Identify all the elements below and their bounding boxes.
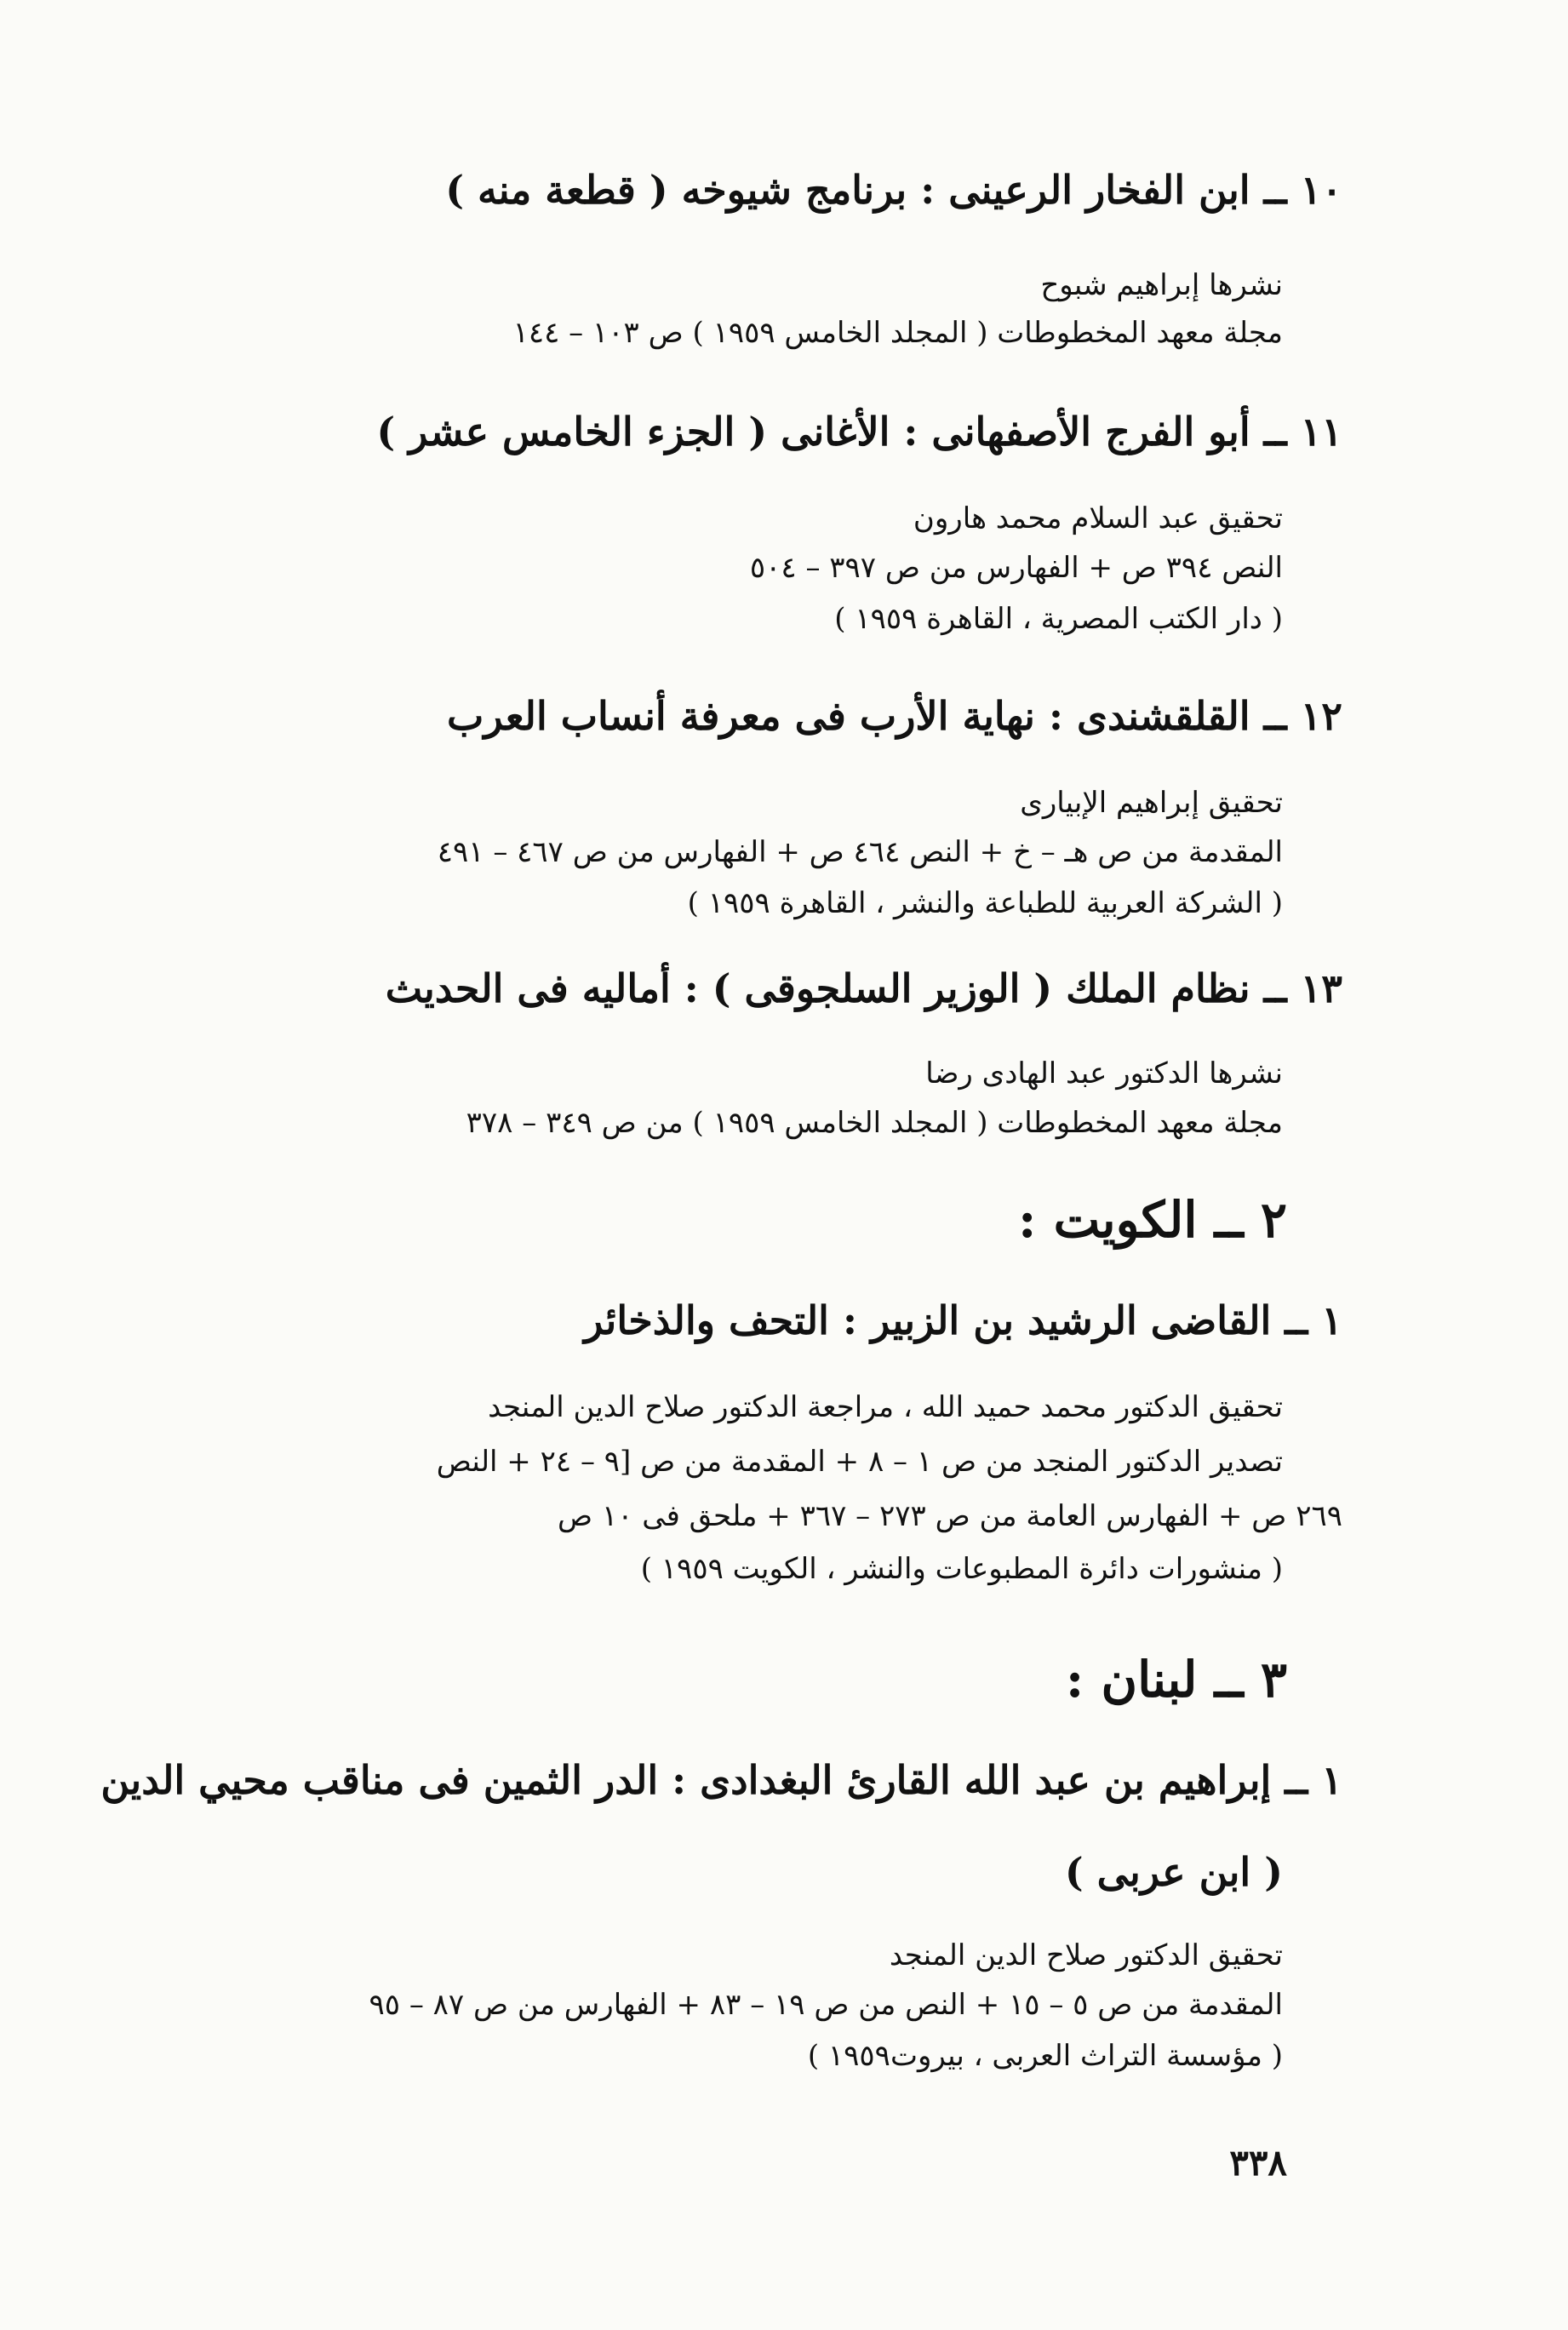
entry-line: ( الشركة العربية للطباعة والنشر ، القاهرة ١٩٥٩ ) bbox=[687, 886, 1283, 920]
page-number: ٣٣٨ bbox=[1229, 2142, 1287, 2184]
entry-line: ( دار الكتب المصرية ، القاهرة ١٩٥٩ ) bbox=[834, 602, 1283, 636]
entry-line: تحقيق إبراهيم الإبيارى bbox=[1020, 786, 1283, 820]
entry-title: ١٣ ــ نظام الملك ( الوزير السلجوقى ) : أماليه فى الحديث bbox=[385, 965, 1342, 1011]
entry-line: المقدمة من ص ٥ – ١٥ + النص من ص ١٩ – ٨٣ + الفهارس من ص ٨٧ – ٩٥ bbox=[369, 1988, 1283, 2022]
entry-title: ١ ــ القاضى الرشيد بن الزبير : التحف والذخائر bbox=[584, 1297, 1342, 1343]
entry-line: نشرها إبراهيم شبوح bbox=[1040, 268, 1283, 302]
entry-title: ١٠ ــ ابن الفخار الرعينى : برنامج شيوخه ( قطعة منه ) bbox=[445, 167, 1342, 213]
entry-line: ( مؤسسة التراث العربى ، بيروت١٩٥٩ ) bbox=[807, 2039, 1283, 2073]
entry-line: تحقيق الدكتور محمد حميد الله ، مراجعة الدكتور صلاح الدين المنجد bbox=[488, 1390, 1283, 1424]
entry-title: ١ ــ إبراهيم بن عبد الله القارئ البغدادى : الدر الثمين فى مناقب محيي الدين bbox=[100, 1757, 1342, 1803]
entry-line: نشرها الدكتور عبد الهادى رضا bbox=[925, 1056, 1283, 1091]
section-heading: ٢ ــ الكويت : bbox=[1017, 1191, 1287, 1249]
entry-line: المقدمة من ص هـ – خ + النص ٤٦٤ ص + الفهارس من ص ٤٦٧ – ٤٩١ bbox=[437, 835, 1283, 869]
entry-line: تحقيق الدكتور صلاح الدين المنجد bbox=[889, 1938, 1283, 1972]
section-heading: ٣ ــ لبنان : bbox=[1065, 1651, 1287, 1709]
entry-line: مجلة معهد المخطوطات ( المجلد الخامس ١٩٥٩ ) من ص ٣٤٩ – ٣٧٨ bbox=[466, 1106, 1283, 1140]
entry-line: تصدير الدكتور المنجد من ص ١ – ٨ + المقدمة من ص [٩ – ٢٤ + النص bbox=[436, 1445, 1283, 1479]
entry-title: ١١ ــ أبو الفرج الأصفهانى : الأغانى ( الجزء الخامس عشر ) bbox=[376, 409, 1342, 455]
entry-line: مجلة معهد المخطوطات ( المجلد الخامس ١٩٥٩ ) ص ١٠٣ – ١٤٤ bbox=[512, 316, 1283, 350]
entry-line: النص ٣٩٤ ص + الفهارس من ص ٣٩٧ – ٥٠٤ bbox=[749, 551, 1283, 585]
entry-title: ١٢ ــ القلقشندى : نهاية الأرب فى معرفة أنساب العرب bbox=[447, 693, 1342, 739]
entry-line: ( منشورات دائرة المطبوعات والنشر ، الكويت ١٩٥٩ ) bbox=[640, 1552, 1283, 1586]
entry-line: ٢٦٩ ص + الفهارس العامة من ص ٢٧٣ – ٣٦٧ + ملحق فى ١٠ ص bbox=[558, 1499, 1342, 1533]
entry-line: تحقيق عبد السلام محمد هارون bbox=[913, 501, 1283, 535]
entry-title-continued: ( ابن عربى ) bbox=[1064, 1849, 1283, 1895]
